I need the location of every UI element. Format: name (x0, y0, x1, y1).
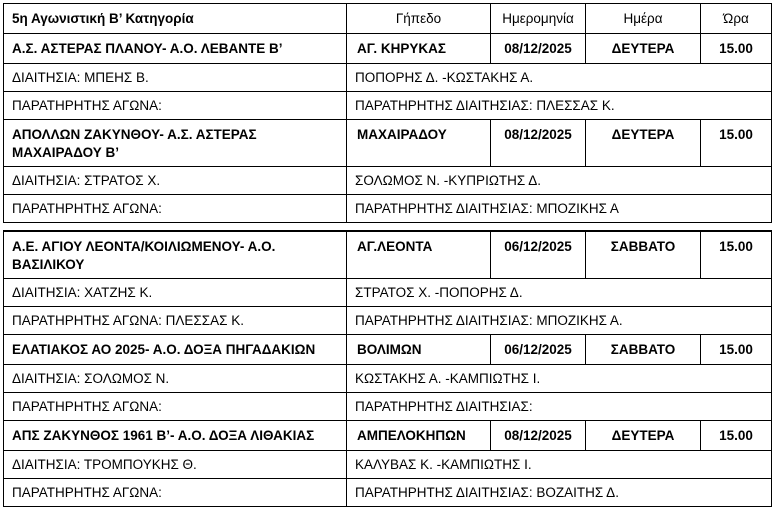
referee-cell: ΔΙΑΙΤΗΣΙΑ: ΜΠΕΗΣ Β. (4, 64, 347, 92)
match-observer-cell: ΠΑΡΑΤΗΡΗΤΗΣ ΑΓΩΝΑ: (4, 92, 347, 120)
match-venue: ΜΑΧΑΙΡΑΔΟΥ (347, 120, 491, 167)
match-row (4, 34, 772, 64)
match-row (4, 421, 772, 451)
match-venue: ΒΟΛΙΜΩΝ (347, 335, 491, 365)
table-section-gap (3, 223, 771, 230)
match-day: ΣΑΒΒΑΤΟ (586, 231, 701, 279)
match-time: 15.00 (701, 120, 772, 167)
match-teams: ΕΛΑΤΙΑΚΟΣ ΑΟ 2025- Α.Ο. ΔΟΞΑ ΠΗΓΑΔΑΚΙΩΝ (4, 335, 347, 365)
match-venue: ΑΓ. ΚΗΡΥΚΑΣ (347, 34, 491, 64)
referee-cell: ΔΙΑΙΤΗΣΙΑ: ΣΟΛΩΜΟΣ Ν. (4, 365, 347, 393)
assistant-referees-cell: ΚΩΣΤΑΚΗΣ Α. -ΚΑΜΠΙΩΤΗΣ Ι. (347, 365, 772, 393)
match-date: 08/12/2025 (491, 421, 586, 451)
round-title: 5η Αγωνιστική Β’ Κατηγορία (4, 4, 347, 34)
match-time: 15.00 (701, 231, 772, 279)
schedule-table-lower (3, 230, 772, 507)
referee-observer-cell: ΠΑΡΑΤΗΡΗΤΗΣ ΔΙΑΙΤΗΣΙΑΣ: ΜΠΟΖΙΚΗΣ Α. (347, 307, 772, 335)
referees-row (4, 365, 772, 393)
match-teams: Α.Σ. ΑΣΤΕΡΑΣ ΠΛΑΝΟΥ- Α.Ο. ΛΕΒΑΝΤΕ Β’ (4, 34, 347, 64)
match-teams: ΑΠΣ ΖΑΚΥΝΘΟΣ 1961 Β’- Α.Ο. ΔΟΞΑ ΛΙΘΑΚΙΑΣ (4, 421, 347, 451)
match-date: 08/12/2025 (491, 120, 586, 167)
referees-row (4, 279, 772, 307)
match-day: ΔΕΥΤΕΡΑ (586, 421, 701, 451)
match-day: ΔΕΥΤΕΡΑ (586, 34, 701, 64)
assistant-referees-cell: ΣΟΛΩΜΟΣ Ν. -ΚΥΠΡΙΩΤΗΣ Δ. (347, 167, 772, 195)
match-row (4, 335, 772, 365)
observers-row (4, 479, 772, 507)
match-venue: ΑΓ.ΛΕΟΝΤΑ (347, 231, 491, 279)
venue-column-header: Γήπεδο (347, 4, 491, 34)
match-observer-cell: ΠΑΡΑΤΗΡΗΤΗΣ ΑΓΩΝΑ: ΠΛΕΣΣΑΣ Κ. (4, 307, 347, 335)
match-teams: ΑΠΟΛΛΩΝ ΖΑΚΥΝΘΟΥ- Α.Σ. ΑΣΤΕΡΑΣ ΜΑΧΑΙΡΑΔΟΥ Β’ (4, 120, 347, 167)
time-column-header: Ώρα (701, 4, 772, 34)
match-day: ΔΕΥΤΕΡΑ (586, 120, 701, 167)
observers-row (4, 393, 772, 421)
match-date: 06/12/2025 (491, 335, 586, 365)
match-time: 15.00 (701, 34, 772, 64)
match-observer-cell: ΠΑΡΑΤΗΡΗΤΗΣ ΑΓΩΝΑ: (4, 479, 347, 507)
match-day: ΣΑΒΒΑΤΟ (586, 335, 701, 365)
date-column-header: Ημερομηνία (491, 4, 586, 34)
match-observer-cell: ΠΑΡΑΤΗΡΗΤΗΣ ΑΓΩΝΑ: (4, 393, 347, 421)
match-time: 15.00 (701, 335, 772, 365)
header-row (4, 4, 772, 34)
assistant-referees-cell: ΠΟΠΟΡΗΣ Δ. -ΚΩΣΤΑΚΗΣ Α. (347, 64, 772, 92)
observers-row (4, 92, 772, 120)
referees-row (4, 64, 772, 92)
match-observer-cell: ΠΑΡΑΤΗΡΗΤΗΣ ΑΓΩΝΑ: (4, 195, 347, 223)
referees-row (4, 167, 772, 195)
referee-observer-cell: ΠΑΡΑΤΗΡΗΤΗΣ ΔΙΑΙΤΗΣΙΑΣ: ΒΟΖΑΙΤΗΣ Δ. (347, 479, 772, 507)
day-column-header: Ημέρα (586, 4, 701, 34)
referee-cell: ΔΙΑΙΤΗΣΙΑ: ΧΑΤΖΗΣ Κ. (4, 279, 347, 307)
assistant-referees-cell: ΣΤΡΑΤΟΣ Χ. -ΠΟΠΟΡΗΣ Δ. (347, 279, 772, 307)
referee-cell: ΔΙΑΙΤΗΣΙΑ: ΣΤΡΑΤΟΣ Χ. (4, 167, 347, 195)
match-venue: ΑΜΠΕΛΟΚΗΠΩΝ (347, 421, 491, 451)
schedule-table-upper (3, 3, 772, 223)
match-row (4, 120, 772, 167)
assistant-referees-cell: ΚΑΛΥΒΑΣ Κ. -ΚΑΜΠΙΩΤΗΣ Ι. (347, 451, 772, 479)
match-row (4, 231, 772, 279)
referee-observer-cell: ΠΑΡΑΤΗΡΗΤΗΣ ΔΙΑΙΤΗΣΙΑΣ: (347, 393, 772, 421)
referee-cell: ΔΙΑΙΤΗΣΙΑ: ΤΡΟΜΠΟΥΚΗΣ Θ. (4, 451, 347, 479)
observers-row (4, 195, 772, 223)
referee-observer-cell: ΠΑΡΑΤΗΡΗΤΗΣ ΔΙΑΙΤΗΣΙΑΣ: ΜΠΟΖΙΚΗΣ Α (347, 195, 772, 223)
referee-observer-cell: ΠΑΡΑΤΗΡΗΤΗΣ ΔΙΑΙΤΗΣΙΑΣ: ΠΛΕΣΣΑΣ Κ. (347, 92, 772, 120)
referees-row (4, 451, 772, 479)
match-teams: Α.Ε. ΑΓΙΟΥ ΛΕΟΝΤΑ/ΚΟΙΛΙΩΜΕΝΟΥ- Α.Ο. ΒΑΣΙΛΙΚΟΥ (4, 231, 347, 279)
match-time: 15.00 (701, 421, 772, 451)
match-date: 08/12/2025 (491, 34, 586, 64)
observers-row (4, 307, 772, 335)
match-date: 06/12/2025 (491, 231, 586, 279)
